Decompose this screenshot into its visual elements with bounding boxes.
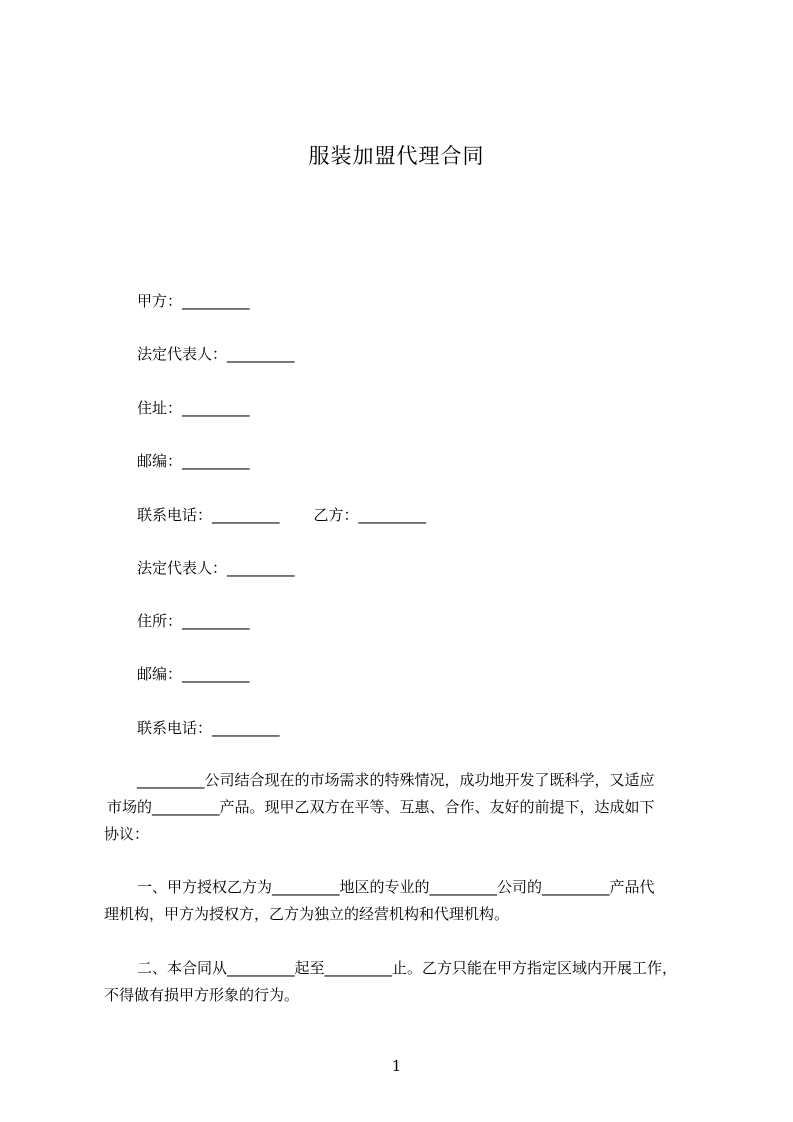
clause-2-line: 不得做有损甲方形象的行为。 [104, 986, 300, 1004]
party-a-address-blank: _________ [182, 399, 250, 417]
intro-line: _________公司结合现在的市场需求的特殊情况，成功地开发了既科学，又适应 [137, 771, 655, 789]
party-a-postcode-field [137, 450, 250, 472]
party-b-address-label: 住所： [137, 612, 183, 630]
party-a-postcode-label: 邮编： [137, 452, 183, 470]
party-b-postcode-label: 邮编： [137, 665, 183, 683]
party-b-phone-field [137, 717, 280, 739]
party-b-blank: _________ [358, 506, 427, 524]
party-b-rep-blank: _________ [227, 559, 295, 577]
party-a-postcode-blank: _________ [182, 452, 250, 470]
party-b-address-blank: _________ [182, 612, 250, 630]
clause-2-line: 二、本合同从_________起至_________止。乙方只能在甲方指定区域内开展工作， [137, 959, 678, 977]
intro-paragraph [104, 767, 694, 848]
party-a-phone-blank: _________ [212, 506, 280, 524]
page-number: 1 [391, 1057, 402, 1075]
party-b-phone-blank: _________ [212, 719, 280, 737]
party-a-address-field [137, 397, 250, 419]
party-a-blank: _________ [182, 292, 250, 310]
phone-and-party-b-row [137, 504, 426, 526]
clause-1-paragraph [104, 874, 694, 928]
intro-line: 市场的_________产品。现甲乙双方在平等、互惠、合作、友好的前提下，达成如下 [107, 798, 655, 816]
party-b-postcode-blank: _________ [182, 665, 250, 683]
intro-line: 协议： [104, 825, 150, 843]
clause-2-paragraph [104, 955, 694, 1009]
party-a-rep-field [137, 343, 295, 365]
clause-1-line: 理机构，甲方为授权方，乙方为独立的经营机构和代理机构。 [104, 905, 510, 923]
party-b-rep-label: 法定代表人： [137, 559, 228, 577]
party-a-address-label: 住址： [137, 399, 183, 417]
clause-1-line: 一、甲方授权乙方为_________地区的专业的_________公司的_________产品代 [137, 878, 655, 896]
party-b-address-field [137, 610, 250, 632]
party-b-phone-label: 联系电话： [137, 719, 213, 737]
document-title: 服装加盟代理合同 [308, 144, 485, 168]
party-a-rep-blank: _________ [227, 345, 295, 363]
party-b-rep-field [137, 557, 295, 579]
party-a-label: 甲方： [137, 292, 183, 310]
party-b-label: 乙方： [313, 506, 359, 524]
party-b-postcode-field [137, 663, 250, 685]
party-a-field [137, 290, 250, 312]
party-a-rep-label: 法定代表人： [137, 345, 228, 363]
party-a-phone-label: 联系电话： [137, 506, 213, 524]
